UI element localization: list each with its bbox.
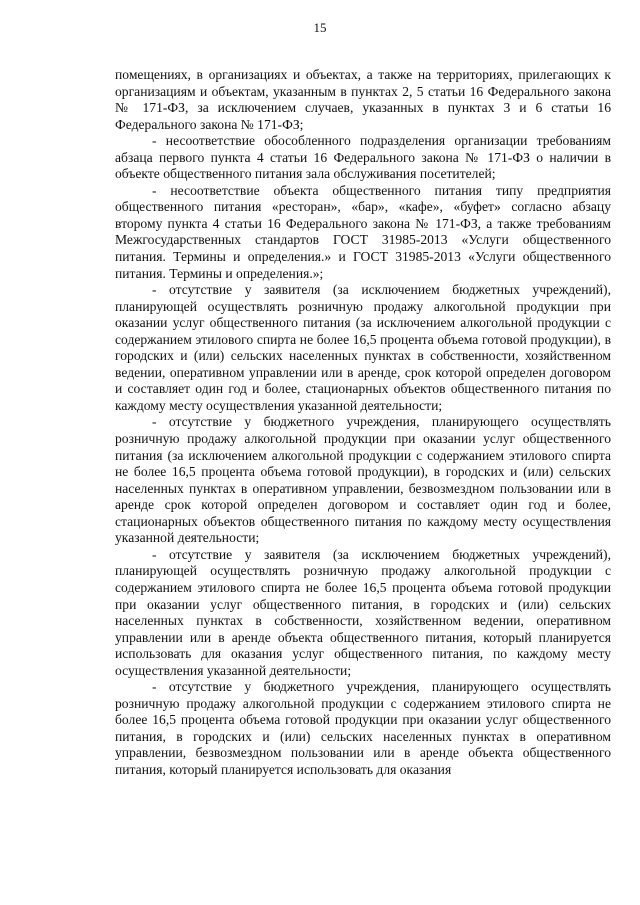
- paragraph-item: - несоответствие обособленного подразделения организации требованиям абзаца первого пункта 4 статьи 16 Федерального закона № 171-ФЗ о наличии в объекте общественного питания зала обслуживания посетителей;: [115, 133, 611, 182]
- paragraph-item: - несоответствие объекта общественного питания типу предприятия общественного питания «ресторан», «бар», «кафе», «буфет» согласно абзацу второму пункта 4 статьи 16 Федерального закона № 171-ФЗ, а также требованиям Межгосударственных стандартов ГОСТ 31985-2013 «Услуги общественного питания. Термины и определения.» и ГОСТ 31985-2013 «Услуги общественного питания. Термины и определения.»;: [115, 182, 611, 281]
- paragraph-item: - отсутствие у заявителя (за исключением бюджетных учреждений), планирующей осуществлять розничную продажу алкогольной продукции с содержанием этилового спирта не более 16,5 процента объема готовой продукции при оказании услуг общественного питания, в городских и (или) сельских населенных пунктах в собственности, хозяйственном ведении, оперативном управлении или в аренде объекта общественного питания, который планируется использовать для оказания услуг общественного питания, по каждому месту осуществления указанной деятельности;: [115, 546, 611, 678]
- paragraph-item: - отсутствие у заявителя (за исключением бюджетных учреждений), планирующей осуществлять розничную продажу алкогольной продукции при оказании услуг общественного питания (за исключением алкогольной продукции с содержанием этилового спирта не более 16,5 процента объема готовой продукции), в городских и (или) сельских населенных пунктах в собственности, хозяйственном ведении, оперативном управлении или в аренде, срок которой определен договором и составляет один год и более, стационарных объектов общественного питания по каждому месту осуществления указанной деятельности;: [115, 282, 611, 413]
- document-body: [115, 67, 611, 779]
- paragraph-item: - отсутствие у бюджетного учреждения, планирующего осуществлять розничную продажу алкогольной продукции при оказании услуг общественного питания (за исключением алкогольной продукции с содержанием этилового спирта не более 16,5 процента объема готовой продукции), в городских и (или) сельских населенных пунктах в оперативном управлении, безвозмездном пользовании или в аренде срок которой определен договором и составляет один год и более, стационарных объектов общественного питания по каждому месту осуществления указанной деятельности;: [115, 414, 611, 546]
- paragraph-item: - отсутствие у бюджетного учреждения, планирующего осуществлять розничную продажу алкогольной продукции с содержанием этилового спирта не более 16,5 процента объема готовой продукции при оказании услуг общественного питания, в городских и (или) сельских населенных пунктах в оперативном управлении, безвозмездном пользовании или в аренде объекта общественного питания, который планируется использовать для оказания: [115, 679, 611, 777]
- page-number: 15: [313, 20, 327, 35]
- paragraph-continuation: помещениях, в организациях и объектах, а также на территориях, прилегающих к организациям и объектам, указанным в пунктах 2, 5 статьи 16 Федерального закона № 171-ФЗ, за исключением случаев, указанных в пунктах 3 и 6 статьи 16 Федерального закона № 171-ФЗ;: [115, 67, 611, 132]
